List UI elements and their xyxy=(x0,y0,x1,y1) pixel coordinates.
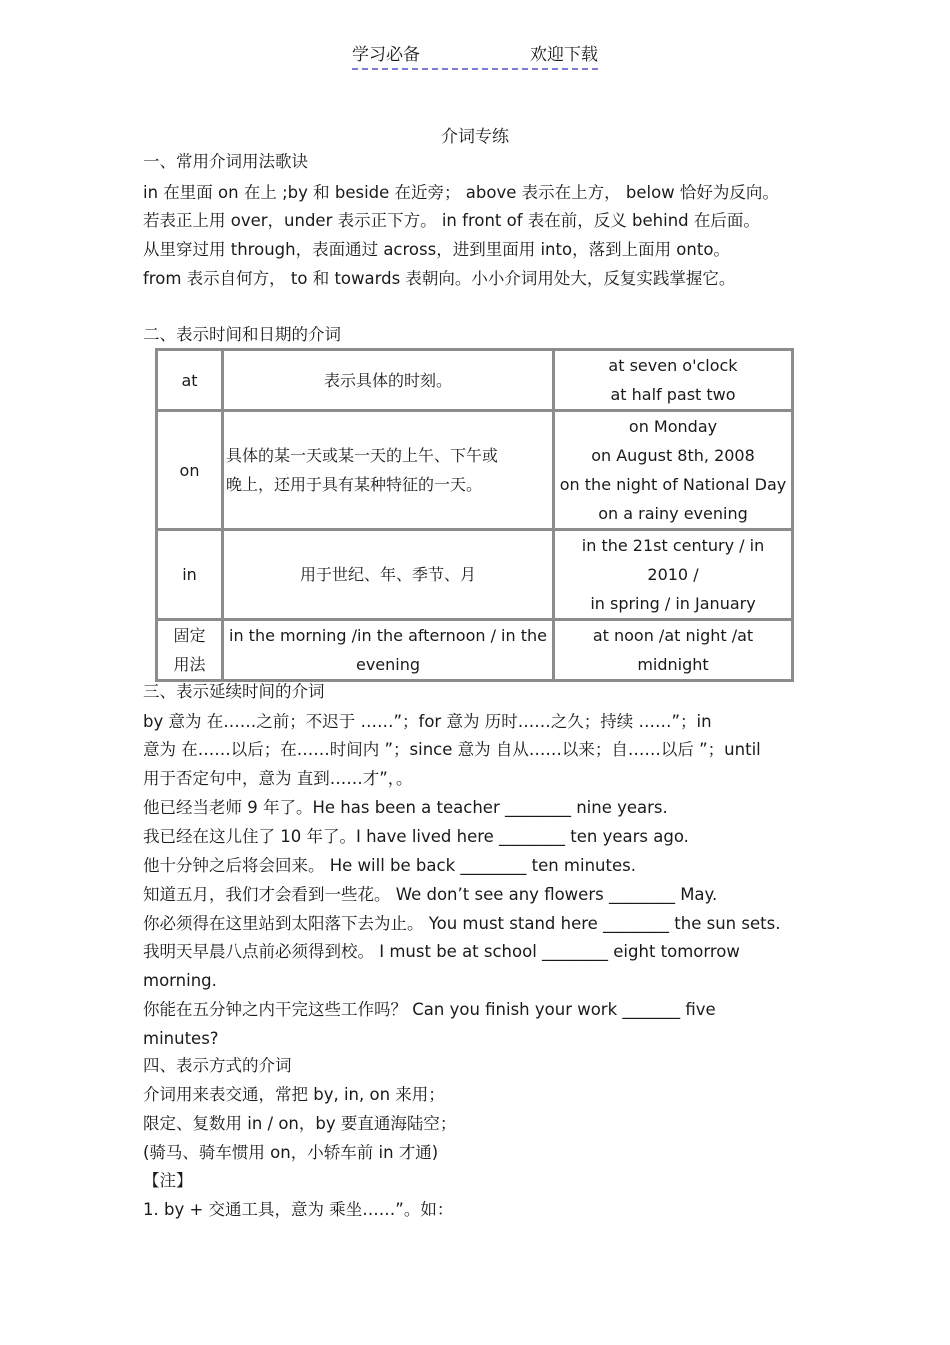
exercise-line: 知道五月，我们才会看到一些花。 We don’t see any flowers ________ May. xyxy=(143,885,718,904)
section4-heading: 四、表示方式的介词 xyxy=(143,1056,292,1075)
examples-cell xyxy=(554,350,792,411)
example-text: at seven o'clock xyxy=(608,356,738,375)
example-text: on the night of National Day xyxy=(559,475,787,494)
exercise-line: morning. xyxy=(143,971,217,990)
example-text: in spring / in January xyxy=(590,594,756,613)
section4-line: 限定、复数用 in / on，by 要直通海陆空； xyxy=(143,1114,457,1133)
example-text: at noon /at night /at midnight xyxy=(592,626,754,674)
exercise-line: 他十分钟之后将会回来。 He will be back ________ ten minutes. xyxy=(143,856,636,875)
note-label: 【注】 xyxy=(143,1171,193,1190)
usage-cell: 用于世纪、年、季节、月 xyxy=(223,530,554,620)
table-row xyxy=(157,350,792,411)
section2-heading: 二、表示时间和日期的介词 xyxy=(143,325,341,344)
table-row xyxy=(157,530,792,620)
example-text: on Monday xyxy=(628,417,718,436)
usage-cell: 具体的某一天或某一天的上午、下午或 晚上，还用于具有某种特征的一天。 xyxy=(223,411,554,530)
examples-cell xyxy=(554,411,792,530)
section1-line: in 在里面 on 在上 ;by 和 beside 在近旁； above 表示在上方， below 恰好为反向。 xyxy=(143,183,779,202)
exercise-line: 我已经在这儿住了 10 年了。I have lived here ________ ten years ago. xyxy=(143,827,689,846)
usage-cell: 表示具体的时刻。 xyxy=(223,350,554,411)
example-text: at half past two xyxy=(610,385,736,404)
page-header xyxy=(352,40,598,70)
section3-line: by 意为 在……之前；不迟于 ……”；for 意为 历时……之久；持续 ……”；in xyxy=(143,712,712,731)
examples-cell xyxy=(554,530,792,620)
section1-line: 若表正上用 over，under 表示正下方。 in front of 表在前，反义 behind 在后面。 xyxy=(143,211,760,230)
section3-line: 用于否定句中，意为 直到……才”，。 xyxy=(143,769,413,788)
example-text: in the 21st century / in 2010 / xyxy=(581,536,765,584)
examples-cell xyxy=(554,620,792,680)
section3-line: 意为 在……以后；在……时间内 ”；since 意为 自从……以来；自……以后 ”；until xyxy=(143,740,761,759)
exercise-line: 你必须得在这里站到太阳落下去为止。 You must stand here ________ the sun sets. xyxy=(143,914,781,933)
section4-line: (骑马、骑车惯用 on，小轿车前 in 才通) xyxy=(143,1143,439,1162)
prep-cell: at xyxy=(157,350,223,411)
exercise-line: 他已经当老师 9 年了。He has been a teacher ________ nine years. xyxy=(143,798,668,817)
exercise-line: 你能在五分钟之内干完这些工作吗？ Can you finish your work _______ five xyxy=(143,1000,716,1019)
exercise-line: 我明天早晨八点前必须得到校。 I must be at school ________ eight tomorrow xyxy=(143,942,740,961)
section1-line: 从里穿过用 through，表面通过 across，进到里面用 into，落到上面用 onto。 xyxy=(143,240,730,259)
header-left: 学习必备 xyxy=(352,45,420,65)
prep-cell: in xyxy=(157,530,223,620)
section1-heading: 一、常用介词用法歌诀 xyxy=(143,152,308,171)
section3-heading: 三、表示延续时间的介词 xyxy=(143,682,325,701)
table-row xyxy=(157,620,792,680)
example-text: on a rainy evening xyxy=(598,504,748,523)
table-row xyxy=(157,411,792,530)
example-text: on August 8th, 2008 xyxy=(591,446,755,465)
exercise-line: minutes? xyxy=(143,1029,219,1048)
section1-line: from 表示自何方， to 和 towards 表朝向。小小介词用处大，反复实践掌握它。 xyxy=(143,269,736,288)
prep-cell: on xyxy=(157,411,223,530)
time-preposition-table xyxy=(155,348,794,682)
section4-line: 1. by + 交通工具，意为 乘坐……”。如： xyxy=(143,1200,454,1219)
usage-cell: in the morning /in the afternoon / in the evening xyxy=(223,620,554,680)
section4-line: 介词用来表交通，常把 by, in, on 来用； xyxy=(143,1085,445,1104)
prep-cell: 固定 用法 xyxy=(157,620,223,680)
header-right: 欢迎下载 xyxy=(530,45,598,65)
document-title: 介词专练 xyxy=(441,127,509,147)
